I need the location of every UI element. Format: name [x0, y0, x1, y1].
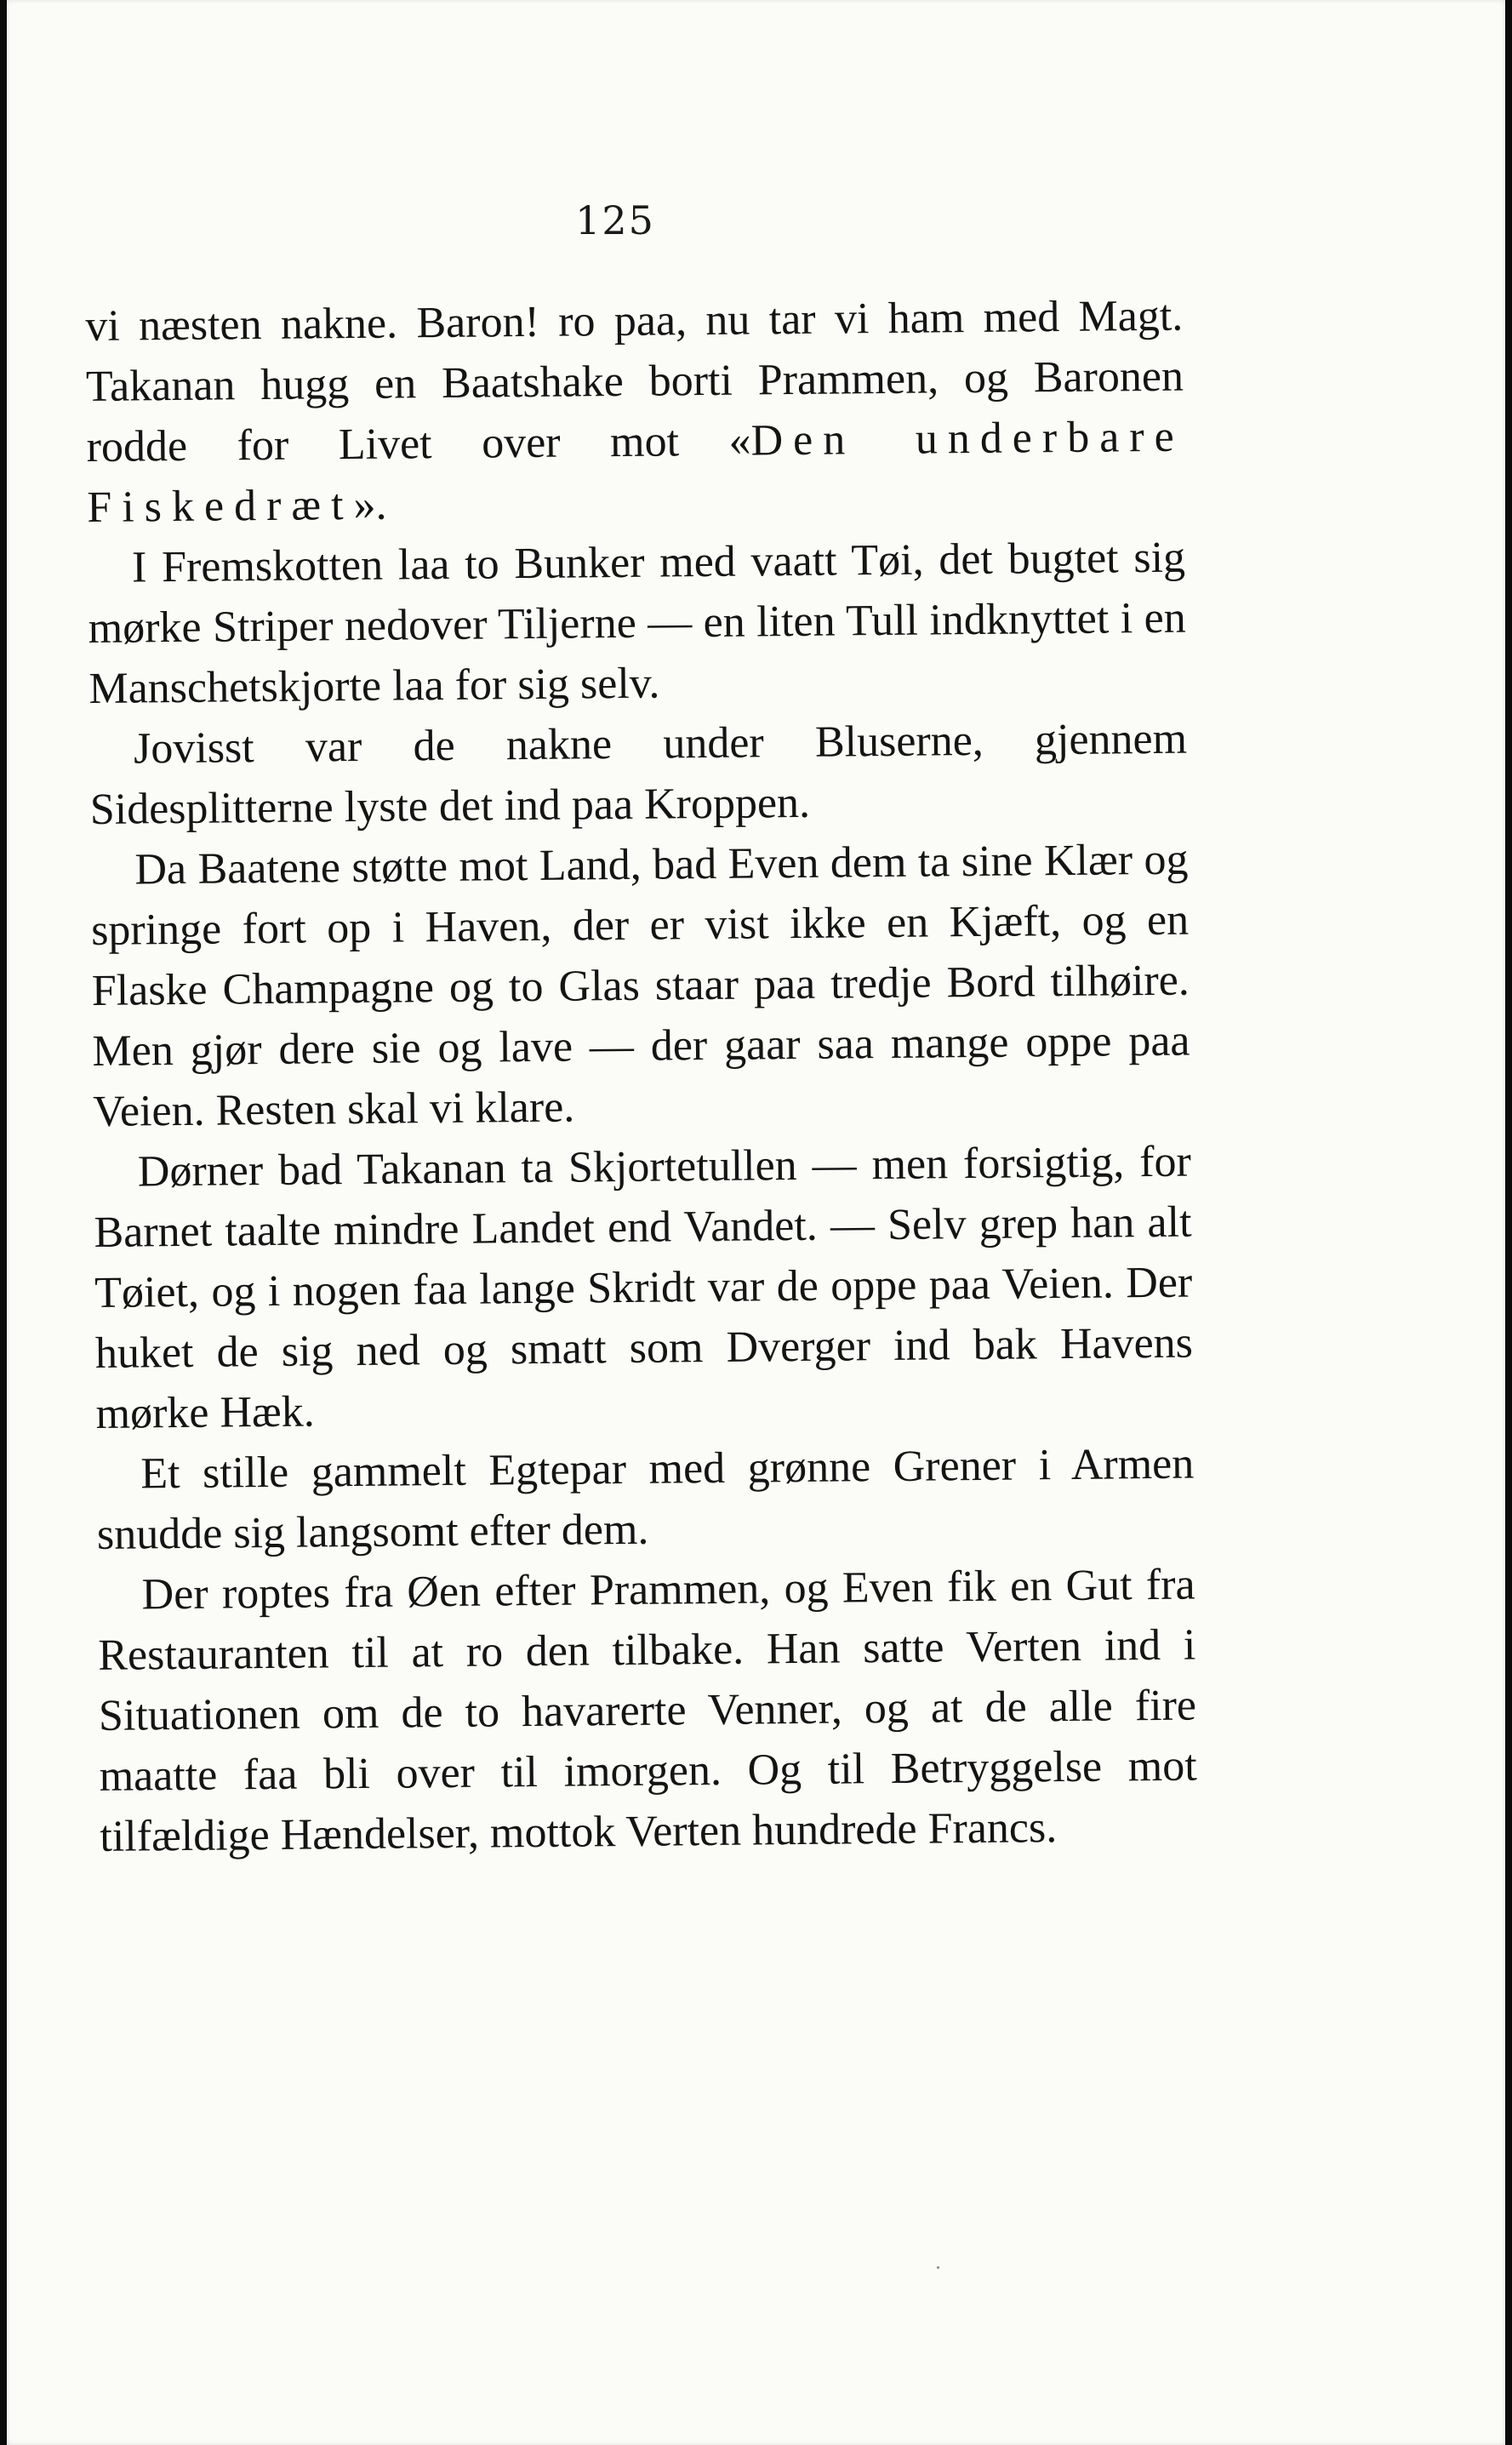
book-page — [7, 0, 1505, 2445]
page-number: 125 — [575, 197, 655, 243]
paragraph-5: Dørner bad Takanan ta Skjortetullen — men forsigtig, for Barnet taalte mindre Landet end Vandet. — Selv grep han alt Tøiet, og i nogen faa lange Skridt var de oppe paa Veien. Der huket de sig ned og smatt som Dverger ind bak Havens mørke Hæk. — [94, 1137, 1194, 1438]
paragraph-4: Da Baatene støtte mot Land, bad Even dem ta sine Klær og springe fort op i Haven, der er vist ikke en Kjæft, og en Flaske Champagne og to Glas staar paa tredje Bord tilhøire. Men gjør dere sie og lave — der gaar saa mange oppe paa Veien. Resten skal vi klare. — [90, 835, 1190, 1136]
paragraph-7: Der roptes fra Øen efter Prammen, og Even fik en Gut fra Restauranten til at ro den tilbake. Han satte Verten ind i Situationen om de to havarerte Venner, og at de alle fire maatte faa bli over til imorgen. Og til Betryggelse mot tilfældige Hændelser, mottok Verten hundrede Francs. — [98, 1560, 1197, 1861]
spaced-title: Den underbare Fiskedræt — [87, 412, 1184, 532]
paragraph-3: Jovisst var de nakne under Bluserne, gjennem Sidesplitterne lyste det ind paa Kroppen. — [89, 714, 1188, 834]
body-text — [85, 286, 1198, 1867]
paragraph-1-text-before: vi næsten nakne. Baron! ro paa, nu tar vi ham med Magt. Takanan hugg en Baatshake borti Prammen, og Baronen rodde for Livet over mot « — [85, 291, 1184, 471]
paragraph-1 — [85, 286, 1185, 538]
paragraph-6: Et stille gammelt Egtepar med grønne Grener i Armen snudde sig langsomt efter dem. — [96, 1439, 1195, 1559]
paper-speck — [937, 2266, 939, 2269]
paragraph-2: I Fremskotten laa to Bunker med vaatt Tøi, det bugtet sig mørke Striper nedover Tiljerne — en liten Tull indknyttet i en Manschetskjorte laa for sig selv. — [88, 533, 1186, 713]
paragraph-1-text-after: ». — [353, 480, 387, 529]
